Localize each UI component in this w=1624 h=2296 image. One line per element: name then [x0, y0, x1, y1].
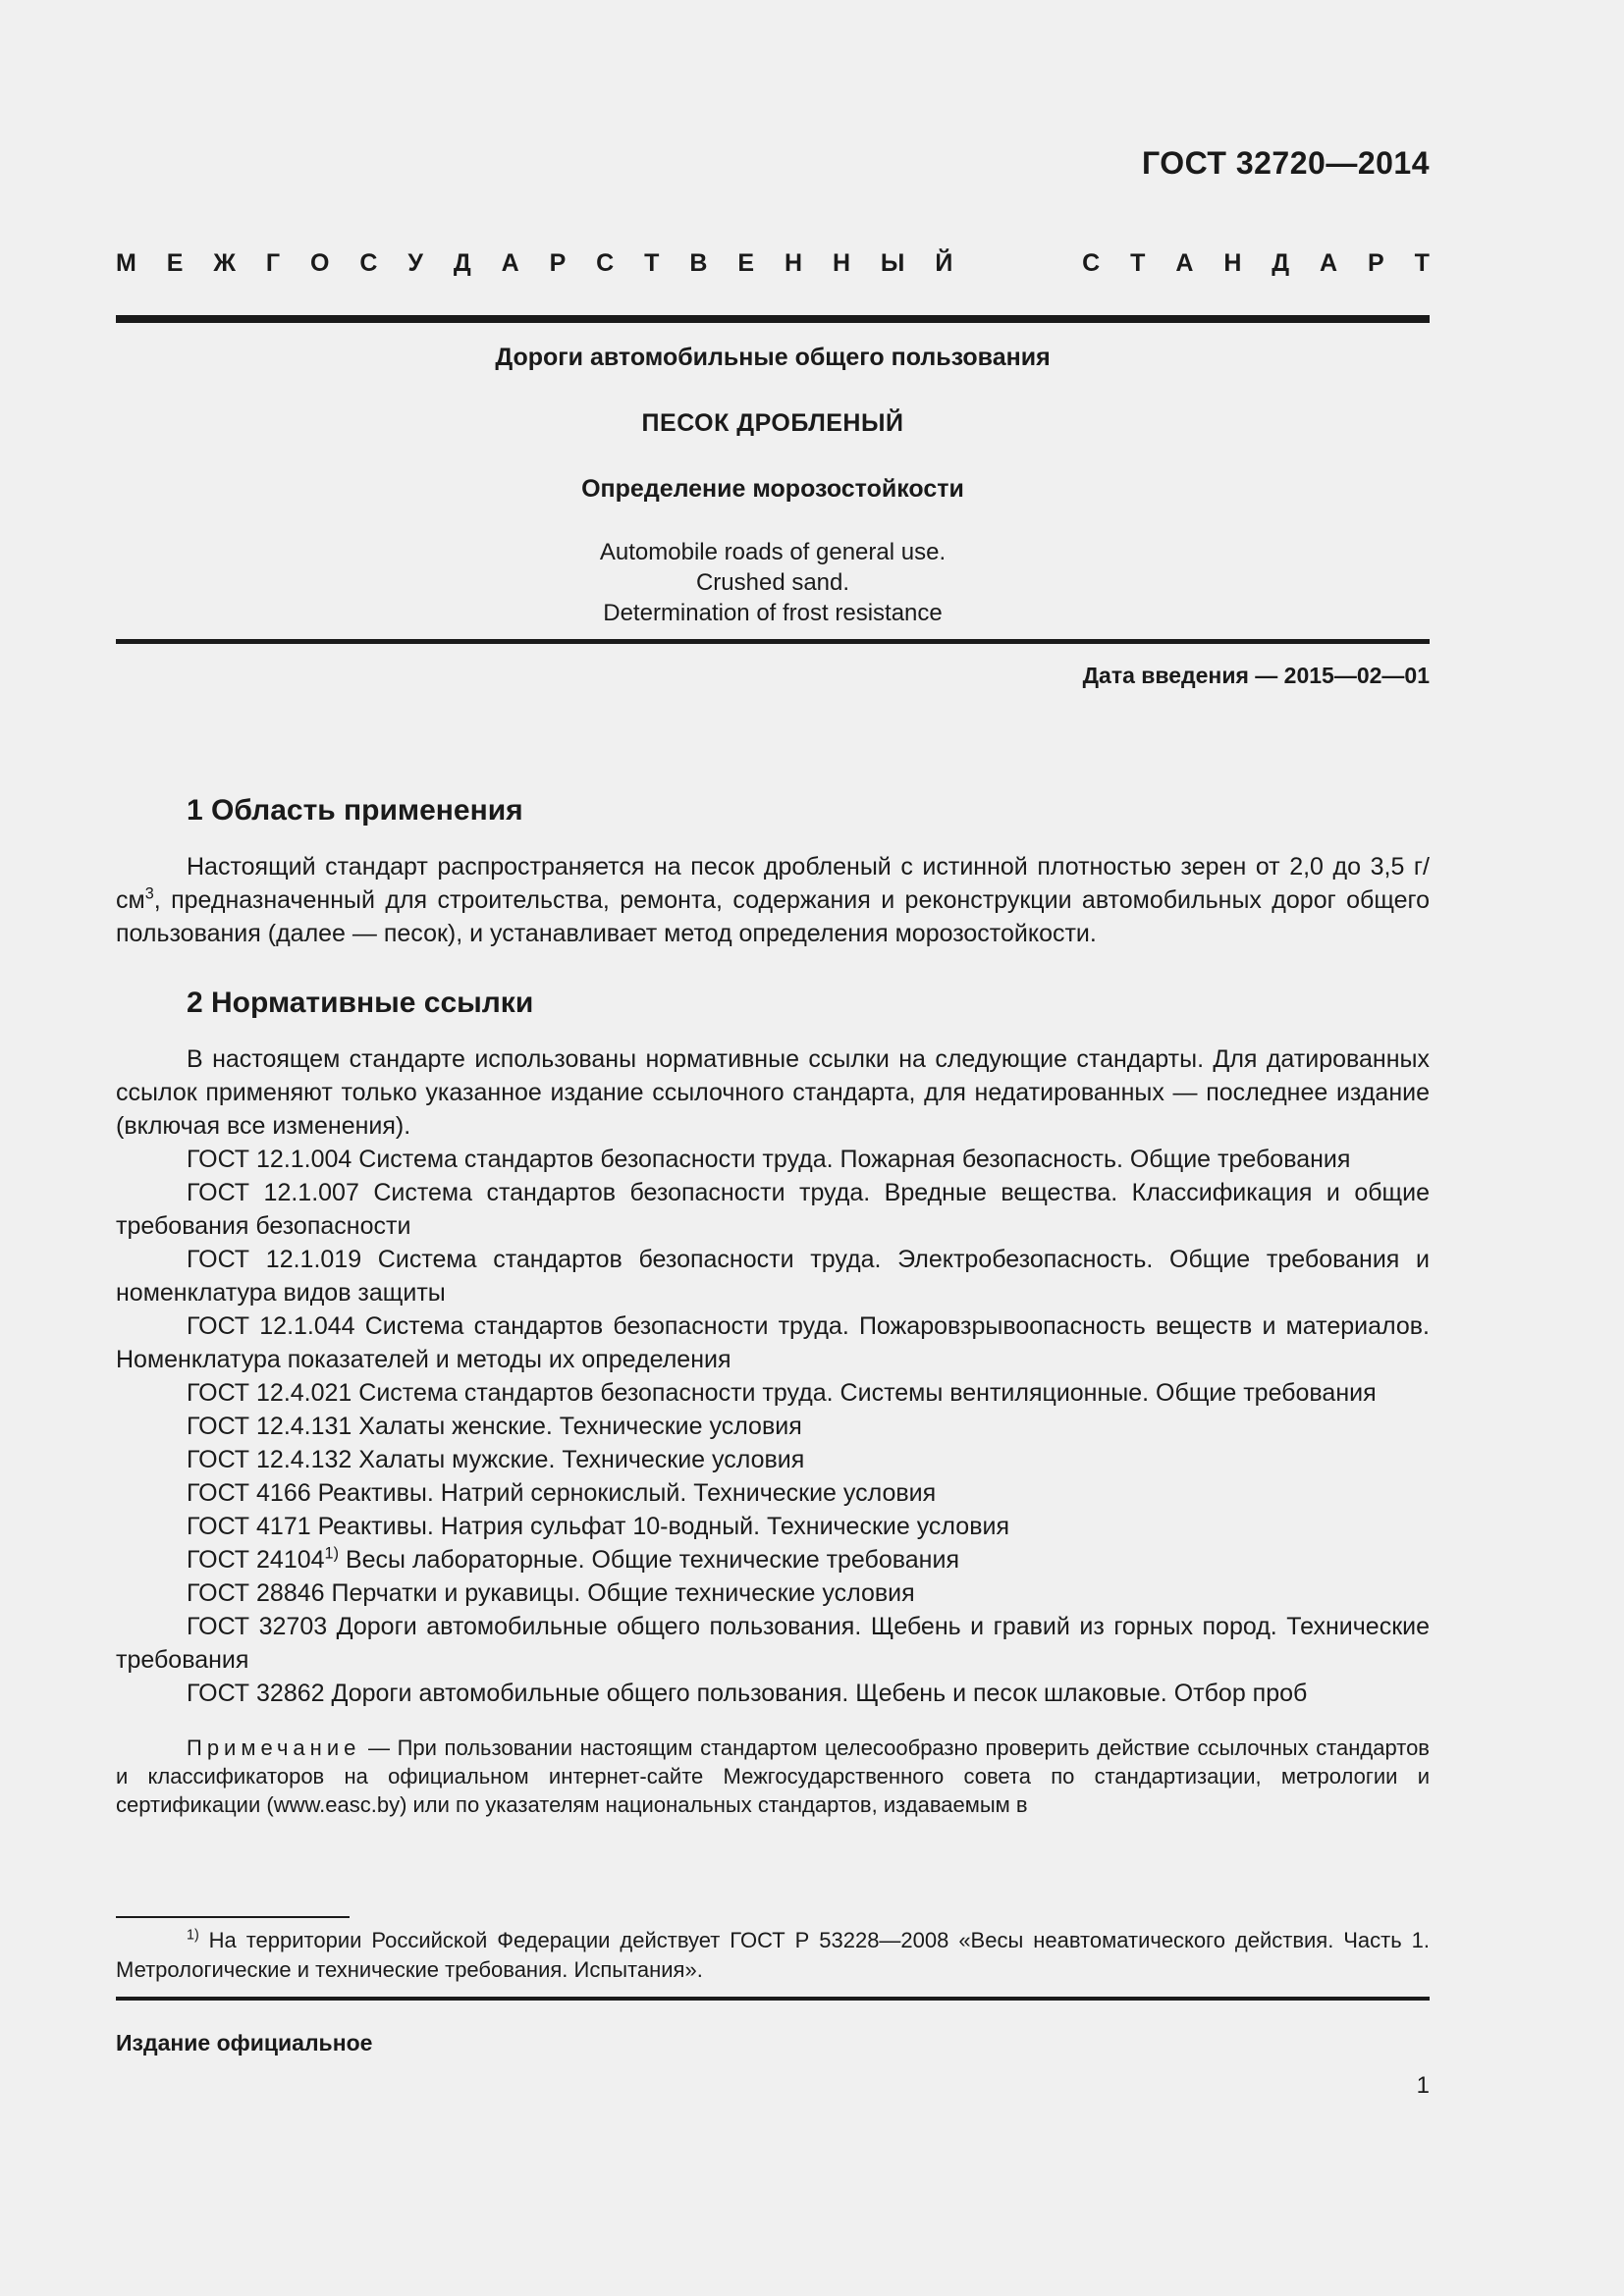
banner-letter: Т [1414, 249, 1430, 277]
banner-letter: Р [1368, 249, 1384, 277]
footnote-text: На территории Российской Федерации действует ГОСТ Р 53228—2008 «Весы неавтоматического действия. Часть 1. Метрологические и технические требования. Испытания». [116, 1928, 1430, 1982]
title-name: ПЕСОК ДРОБЛЕНЫЙ [641, 409, 904, 437]
reference-item: ГОСТ 4166 Реактивы. Натрий сернокислый. Технические условия [187, 1479, 937, 1507]
reference-item: ГОСТ 32862 Дороги автомобильные общего пользования. Щебень и песок шлаковые. Отбор проб [187, 1680, 1308, 1707]
banner-letter: С [359, 249, 378, 277]
superscript: 3 [144, 884, 154, 903]
banner-letter: Ы [880, 249, 905, 277]
banner-letter: У [407, 249, 423, 277]
banner-letter: Г [265, 249, 281, 277]
banner-letter: О [310, 249, 330, 277]
scope-text: Настоящий стандарт распространяется на песок дробленый с истинной плотностью зерен от 2,0 до 3,5 г/см [116, 853, 1430, 914]
reference-item: ГОСТ 4171 Реактивы. Натрия сульфат 10-водный. Технические условия [187, 1513, 1009, 1540]
footnote-marker: 1) [324, 1544, 339, 1563]
title-english-line: Automobile roads of general use. [599, 539, 947, 565]
banner-letter: Ж [213, 249, 236, 277]
banner-letter: Р [549, 249, 567, 277]
title-english-line: Determination of frost resistance [603, 600, 943, 626]
references-intro: В настоящем стандарте использованы нормативные ссылки на следующие стандарты. Для датированных ссылок применяют только указанное издание ссылочного стандарта, для недатированных — последнее издание (включая все изменения). [116, 1045, 1430, 1140]
interstate-standard-banner [116, 249, 1430, 278]
banner-letter: Н [832, 249, 850, 277]
note-paragraph [116, 1734, 1430, 1819]
introduction-date: Дата введения — 2015—02—01 [1082, 663, 1430, 688]
edition-label: Издание официальное [116, 2030, 373, 2056]
reference-item: ГОСТ 12.4.132 Халаты мужские. Технические условия [187, 1446, 805, 1473]
title-rule [116, 639, 1430, 644]
reference-title: Весы лабораторные. Общие технические требования [339, 1546, 959, 1574]
banner-letter: Й [935, 249, 953, 277]
scope-paragraph [116, 850, 1430, 950]
banner-word-gap [983, 249, 1052, 278]
title-block [116, 344, 1430, 628]
page-number: 1 [1416, 2072, 1430, 2099]
footnote-rule [116, 1916, 350, 1918]
banner-letter: А [1175, 249, 1194, 277]
reference-item: ГОСТ 32703 Дороги автомобильные общего пользования. Щебень и гравий из горных пород. Технические требования [116, 1613, 1430, 1674]
banner-letter: С [1082, 249, 1101, 277]
footnote [116, 1926, 1430, 1985]
document-body [116, 791, 1430, 1819]
reference-item: ГОСТ 12.4.021 Система стандартов безопасности труда. Системы вентиляционные. Общие требования [187, 1379, 1377, 1407]
title-category: Дороги автомобильные общего пользования [495, 344, 1051, 371]
banner-letter: М [116, 249, 136, 277]
scope-text: , предназначенный для строительства, ремонта, содержания и реконструкции автомобильных дорог общего пользования (далее — песок), и устанавливает метод определения морозостойкости. [116, 886, 1430, 947]
banner-letter: Д [1272, 249, 1290, 277]
section-heading: 1 Область применения [187, 794, 523, 827]
title-method: Определение морозостойкости [581, 475, 964, 503]
reference-item: ГОСТ 12.1.019 Система стандартов безопасности труда. Электробезопасность. Общие требования и номенклатура видов защиты [116, 1246, 1430, 1307]
reference-item: ГОСТ 12.1.007 Система стандартов безопасности труда. Вредные вещества. Классификация и общие требования безопасности [116, 1179, 1430, 1240]
reference-item: ГОСТ 12.1.004 Система стандартов безопасности труда. Пожарная безопасность. Общие требования [187, 1146, 1351, 1173]
banner-letter: Е [737, 249, 755, 277]
note-label: Примечание [187, 1735, 361, 1760]
note-text: — При пользовании настоящим стандартом целесообразно проверить действие ссылочных стандартов и классификаторов на официальном интернет-сайте Межгосударственного совета по стандартизации, метрологии и сертификации (www.easc.by) или по указателям национальных стандартов, издаваемым в [116, 1735, 1430, 1817]
banner-letter: А [1320, 249, 1338, 277]
title-english-line: Crushed sand. [695, 569, 850, 596]
reference-code: ГОСТ 24104 [187, 1546, 325, 1574]
reference-item: ГОСТ 12.1.044 Система стандартов безопасности труда. Пожаровзрывоопасность веществ и материалов. Номенклатура показателей и методы их определения [116, 1312, 1430, 1373]
reference-item: ГОСТ 12.4.131 Халаты женские. Технические условия [187, 1413, 802, 1440]
reference-item [116, 1543, 1430, 1576]
banner-letter: Д [453, 249, 471, 277]
banner-letter: Т [1130, 249, 1146, 277]
banner-letter: Н [1223, 249, 1242, 277]
banner-letter: Т [644, 249, 660, 277]
title-english [116, 537, 1430, 628]
references-list [116, 1143, 1430, 1710]
banner-letter: В [689, 249, 708, 277]
footer-rule [116, 1997, 1430, 2001]
banner-letter: Н [784, 249, 803, 277]
reference-item: ГОСТ 28846 Перчатки и рукавицы. Общие технические условия [187, 1579, 915, 1607]
header-rule [116, 315, 1430, 323]
banner-letter: Е [166, 249, 184, 277]
banner-letter: С [596, 249, 615, 277]
section-heading: 2 Нормативные ссылки [187, 987, 534, 1019]
standard-designation: ГОСТ 32720—2014 [1141, 145, 1430, 181]
footnote-marker: 1) [187, 1927, 199, 1944]
banner-letter: А [501, 249, 519, 277]
